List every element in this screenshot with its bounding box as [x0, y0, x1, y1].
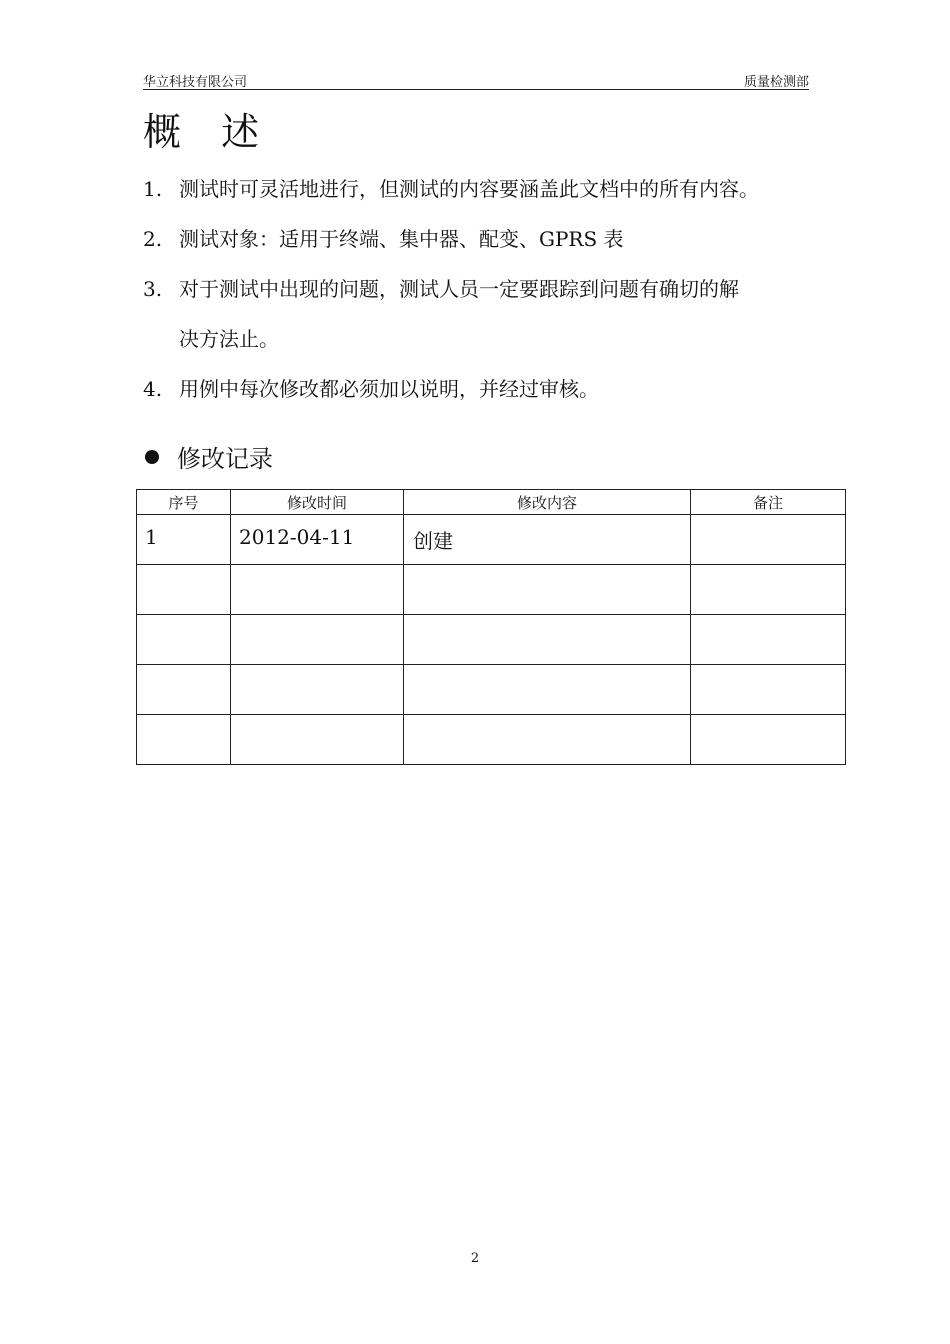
page-number: 2	[470, 1251, 480, 1266]
column-header: 修改时间	[231, 490, 404, 515]
table-row	[137, 665, 846, 715]
list-number: 1.	[143, 177, 163, 201]
page-title: 概 述	[143, 110, 274, 154]
list-item	[143, 273, 739, 302]
header-company: 华立科技有限公司	[143, 75, 248, 90]
table-cell	[137, 715, 231, 765]
table-cell	[404, 665, 691, 715]
table-cell	[404, 565, 691, 615]
list-text-continuation: 决方法止。	[179, 327, 279, 351]
table-cell	[691, 665, 846, 715]
table-cell	[691, 565, 846, 615]
table-row	[137, 515, 846, 565]
table-cell	[404, 615, 691, 665]
table-cell	[137, 565, 231, 615]
page-header	[143, 71, 809, 90]
header-department: 质量检测部	[743, 75, 809, 90]
table-cell	[231, 565, 404, 615]
table-cell	[691, 515, 846, 565]
list-text: 对于测试中出现的问题，测试人员一定要跟踪到问题有确切的解	[179, 277, 739, 301]
table-cell	[137, 665, 231, 715]
section-heading	[145, 439, 273, 474]
list-item	[143, 173, 759, 202]
table-cell	[231, 665, 404, 715]
list-text: 测试对象：适用于终端、集中器、配变、GPRS 表	[179, 227, 624, 251]
column-header: 修改内容	[404, 490, 691, 515]
list-number: 2.	[143, 227, 163, 251]
column-header: 序号	[137, 490, 231, 515]
section-heading-text: 修改记录	[177, 445, 273, 473]
table-cell	[231, 615, 404, 665]
list-item	[143, 373, 599, 402]
table-cell: 1	[137, 515, 231, 565]
column-header: 备注	[691, 490, 846, 515]
table-cell	[404, 715, 691, 765]
table-cell: 创建	[404, 515, 691, 565]
table-row	[137, 615, 846, 665]
list-text: 测试时可灵活地进行，但测试的内容要涵盖此文档中的所有内容。	[179, 177, 759, 201]
table-cell	[137, 615, 231, 665]
list-number: 4.	[143, 377, 163, 401]
table-cell: 2012-04-11	[231, 515, 404, 565]
list-number: 3.	[143, 277, 163, 301]
table-header-row	[137, 490, 846, 515]
table-cell	[691, 615, 846, 665]
list-text: 用例中每次修改都必须加以说明，并经过审核。	[179, 377, 599, 401]
table-cell	[691, 715, 846, 765]
revision-table	[136, 489, 846, 765]
table-cell	[231, 715, 404, 765]
table-row	[137, 565, 846, 615]
table-row	[137, 715, 846, 765]
list-item	[143, 223, 624, 252]
bullet-icon	[145, 450, 159, 464]
